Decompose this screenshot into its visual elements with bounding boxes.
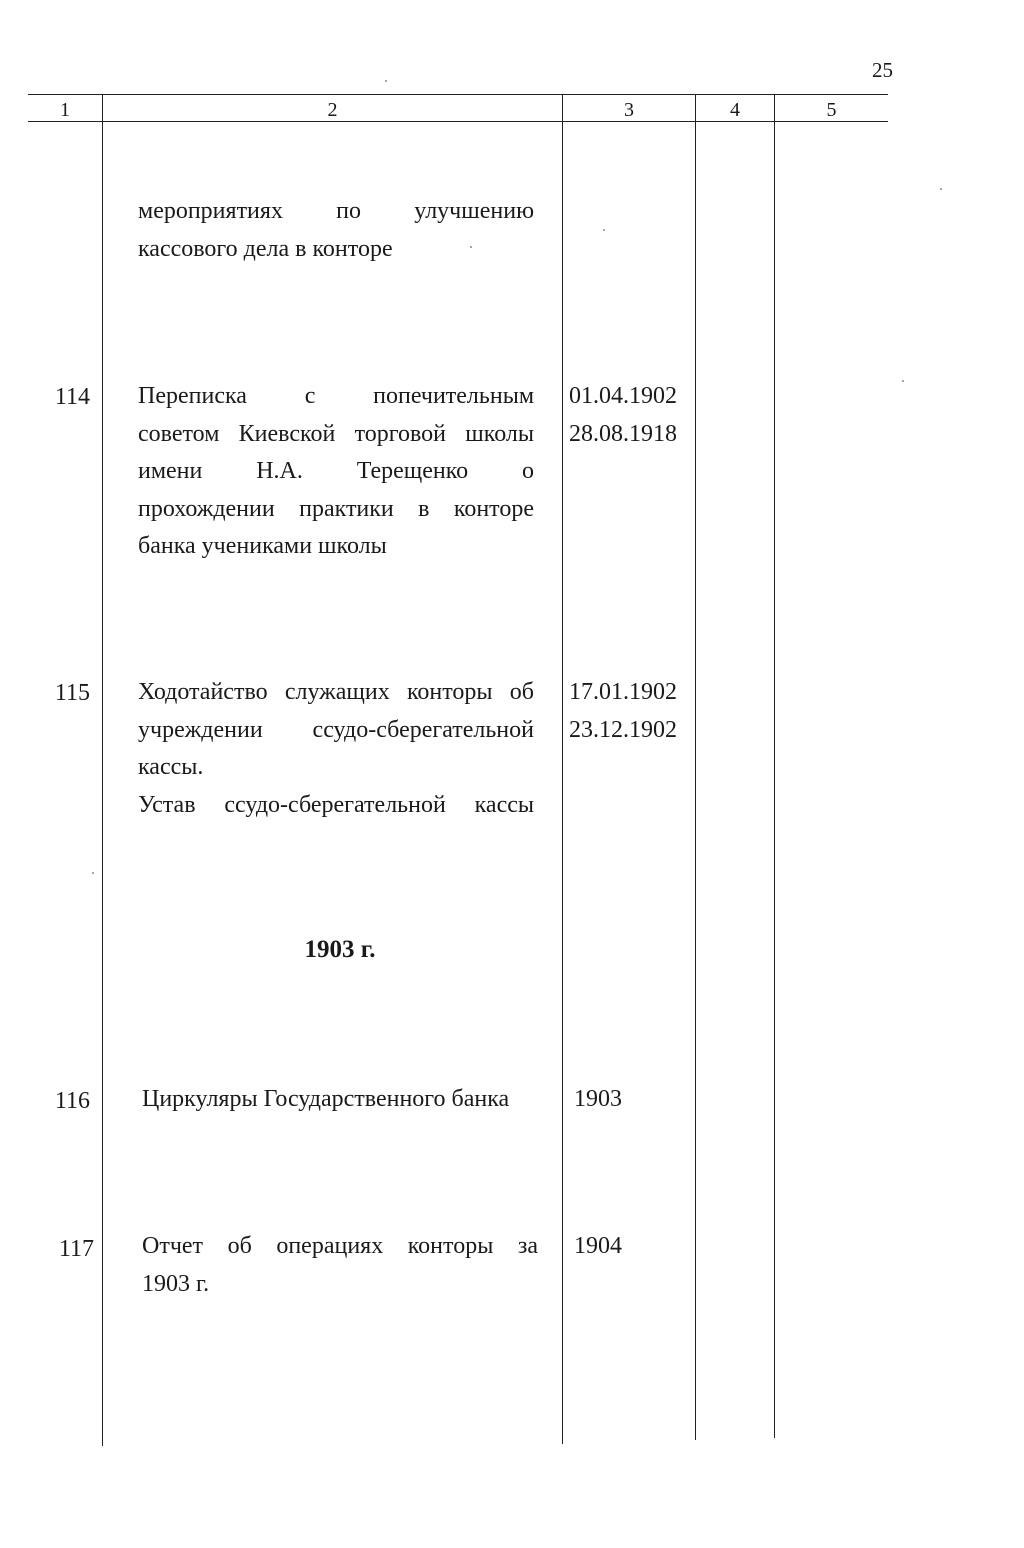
row-116-dates (574, 1081, 622, 1119)
description-line: кассового дела в конторе (138, 235, 393, 262)
description-line: кассы. (138, 754, 204, 780)
description-line: Ходотайство служащих конторы об (138, 679, 534, 705)
description-line: Отчет об операциях конторы за (142, 1233, 538, 1259)
end-date: 28.08.1918 (569, 420, 677, 447)
row-number-116: 116 (54, 1088, 90, 1114)
table-top-rule (28, 94, 888, 95)
scan-speck (940, 188, 942, 190)
row-number-117: 117 (58, 1236, 94, 1262)
row-115-description (138, 674, 534, 824)
row-115-dates (569, 674, 677, 749)
start-date: 17.01.1902 (569, 679, 677, 705)
scan-speck (92, 872, 94, 874)
scan-speck (603, 229, 605, 231)
column-divider-4 (774, 94, 775, 1438)
column-divider-3 (695, 94, 696, 1440)
column-divider-1 (102, 94, 103, 1446)
column-header-5: 5 (826, 99, 837, 121)
page-number: 25 (872, 58, 893, 82)
year-heading: 1903 г. (304, 936, 376, 963)
column-header-3: 3 (624, 99, 634, 121)
row-117-description (142, 1228, 538, 1303)
column-header-4: 4 (730, 99, 740, 121)
column-divider-2 (562, 94, 563, 1444)
description-line: имени Н.А. Терещенко о (138, 458, 534, 484)
description-line: Устав ссудо-сберегательной кассы (138, 791, 534, 818)
row-114-dates (569, 378, 677, 453)
date: 1903 (574, 1086, 622, 1112)
date: 1904 (574, 1233, 622, 1259)
description-line: банка учениками школы (138, 533, 387, 559)
row-number-115: 115 (54, 680, 90, 706)
description-line: учреждении ссудо-сберегательной (138, 716, 534, 743)
column-header-1: 1 (60, 99, 70, 121)
row-114-description (138, 378, 534, 566)
row-116-description (142, 1081, 538, 1119)
scan-speck (470, 246, 472, 248)
row-117-dates (574, 1228, 622, 1266)
description-line: советом Киевской торговой школы (138, 420, 534, 447)
end-date: 23.12.1902 (569, 716, 677, 743)
column-header-2: 2 (327, 99, 338, 121)
row-number-114: 114 (54, 384, 90, 410)
description-line: 1903 г. (142, 1270, 210, 1297)
scan-speck (385, 80, 387, 82)
scan-speck (902, 380, 904, 382)
continuation-description (138, 193, 534, 268)
description-line: Циркуляры Государственного банка (142, 1086, 510, 1112)
description-line: мероприятиях по улучшению (138, 198, 534, 224)
description-line: прохождении практики в конторе (138, 495, 534, 522)
description-line: Переписка с попечительным (138, 383, 534, 409)
start-date: 01.04.1902 (569, 383, 677, 409)
